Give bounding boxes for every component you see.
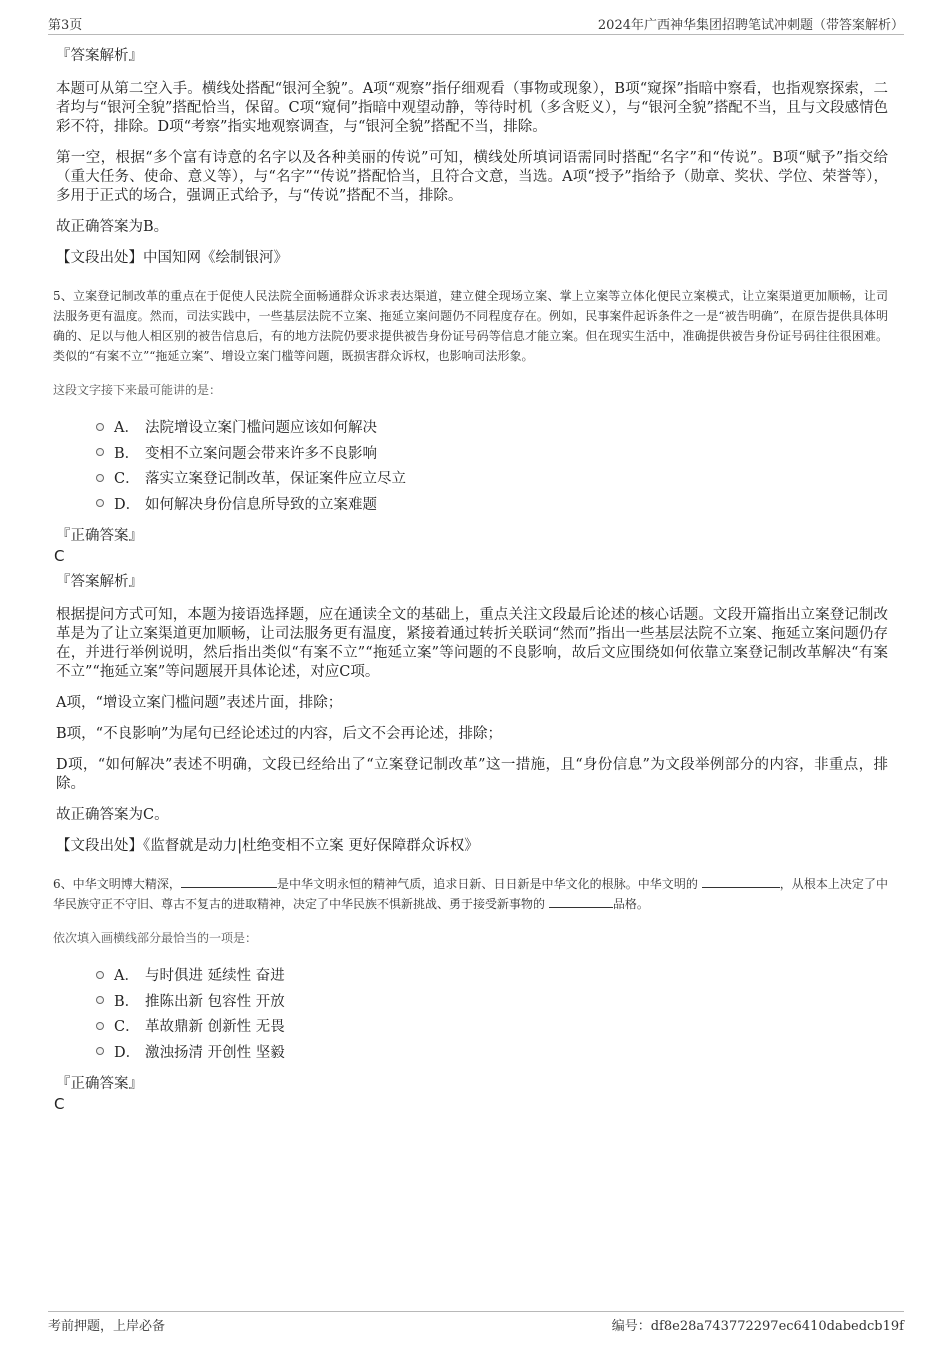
question-6-options — [96, 962, 888, 1064]
option-text: 激浊扬清 开创性 坚毅 — [145, 1044, 285, 1061]
footer-slogan: 考前押题，上岸必备 — [48, 1319, 166, 1334]
radio-icon[interactable] — [96, 1047, 104, 1055]
option-a[interactable] — [96, 962, 888, 988]
option-text: 法院增设立案门槛问题应该如何解决 — [145, 420, 377, 437]
radio-icon[interactable] — [96, 474, 104, 482]
question-6-prompt: 依次填入画横线部分最恰当的一项是： — [53, 931, 258, 945]
question-6-text: 6、中华文明博大精深， 是中华文明永恒的精神气质，追求日新、日日新是中华文化的根脉。中华文明的 ，从根本上决定了中华民族守正不守旧、尊古不复古的进取精神，决定了中华民族不惧新挑战、勇于接受新事物的 品格。 — [53, 877, 888, 911]
analysis-paragraph: A项，“增设立案门槛问题”表述片面，排除； — [56, 695, 343, 711]
option-text: 与时俱进 延续性 奋进 — [145, 968, 285, 985]
page-number: 第3页 — [48, 18, 83, 33]
option-text: 落实立案登记制改革，保证案件应立尽立 — [145, 471, 406, 488]
analysis-label: 『答案解析』 — [56, 48, 143, 64]
source-citation: 【文段出处】中国知网《绘制银河》 — [56, 250, 288, 266]
option-letter: B． — [114, 993, 140, 1010]
analysis-conclusion: 故正确答案为C。 — [56, 807, 169, 823]
option-text: 革故鼎新 创新性 无畏 — [145, 1019, 285, 1036]
correct-answer: C — [54, 547, 65, 565]
question-5-prompt: 这段文字接下来最可能讲的是： — [53, 383, 222, 397]
radio-icon[interactable] — [96, 499, 104, 507]
option-letter: C． — [114, 471, 140, 488]
radio-icon[interactable] — [96, 996, 104, 1004]
fill-blank-1[interactable] — [181, 875, 277, 888]
page-header — [48, 14, 904, 35]
correct-answer: C — [54, 1095, 65, 1113]
correct-answer-label: 『正确答案』 — [56, 528, 143, 544]
option-b[interactable] — [96, 440, 888, 466]
page-footer — [48, 1311, 904, 1334]
option-d[interactable] — [96, 1039, 888, 1065]
source-citation: 【文段出处】《监督就是动力|杜绝变相不立案 更好保障群众诉权》 — [56, 838, 479, 854]
radio-icon[interactable] — [96, 423, 104, 431]
document-id: 编号：df8e28a743772297ec6410dabedcb19f — [611, 1319, 904, 1334]
question-5-text: 5、立案登记制改革的重点在于促使人民法院全面畅通群众诉求表达渠道，建立健全现场立案、掌上立案等立体化便民立案模式，让立案渠道更加顺畅，让司法服务更有温度。然而，司法实践中，一些基层法院不立案、拖延立案问题仍不同程度存在。例如，民事案件起诉条件之一是“被告明确”，在原告提供具体明确的、足以与他人相区别的被告信息后，有的地方法院仍要求提供被告身份证号码等信息才能立案。但在现实生活中，准确提供被告身份证号码往往很困难。类似的“有案不立”“拖延立案”、增设立案门槛等问题，既损害群众诉权，也影响司法形象。 — [53, 289, 888, 363]
option-letter: A． — [114, 968, 139, 985]
radio-icon[interactable] — [96, 448, 104, 456]
option-letter: D． — [114, 1044, 141, 1061]
option-b[interactable] — [96, 988, 888, 1014]
analysis-conclusion: 故正确答案为B。 — [56, 219, 169, 235]
analysis-paragraph: 根据提问方式可知，本题为接语选择题，应在通读全文的基础上，重点关注文段最后论述的核心话题。文段开篇指出立案登记制改革是为了让立案渠道更加顺畅，让司法服务更有温度，紧接着通过转折关联词“然而”指出一些基层法院不立案、拖延立案问题仍存在，并进行举例说明，然后指出类似“有案不立”“拖延立案”等问题的不良影响，故后文应围绕如何依靠立案登记制改革解决“有案不立”“拖延立案”等问题展开具体论述，对应C项。 — [56, 607, 888, 680]
option-text: 推陈出新 包容性 开放 — [145, 993, 285, 1010]
option-text: 变相不立案问题会带来许多不良影响 — [145, 445, 377, 462]
question-5-options — [96, 414, 888, 516]
option-c[interactable] — [96, 1013, 888, 1039]
radio-icon[interactable] — [96, 971, 104, 979]
option-letter: D． — [114, 496, 141, 513]
page-content — [53, 46, 888, 1120]
analysis-paragraph: B项，“不良影响”为尾句已经论述过的内容，后文不会再论述，排除； — [56, 726, 502, 742]
radio-icon[interactable] — [96, 1022, 104, 1030]
option-c[interactable] — [96, 465, 888, 491]
option-d[interactable] — [96, 491, 888, 517]
analysis-paragraph: D项，“如何解决”表述不明确，文段已经给出了“立案登记制改革”这一措施，且“身份信息”为文段举例部分的内容，非重点，排除。 — [56, 757, 888, 792]
option-a[interactable] — [96, 414, 888, 440]
analysis-label: 『答案解析』 — [56, 574, 143, 590]
correct-answer-label: 『正确答案』 — [56, 1076, 143, 1092]
option-letter: C． — [114, 1019, 140, 1036]
analysis-paragraph: 第一空，根据“多个富有诗意的名字以及各种美丽的传说”可知，横线处所填词语需同时搭配“名字”和“传说”。B项“赋予”指交给（重大任务、使命、意义等），与“名字”“传说”搭配恰当，且符合文意，当选。A项“授予”指给予（勋章、奖状、学位、荣誉等），多用于正式的场合，强调正式给予，与“传说”搭配不当，排除。 — [56, 150, 888, 204]
document-title: 2024年广西神华集团招聘笔试冲刺题（带答案解析） — [597, 18, 904, 33]
fill-blank-3[interactable] — [549, 895, 613, 908]
option-letter: A． — [114, 420, 139, 437]
fill-blank-2[interactable] — [702, 875, 780, 888]
option-text: 如何解决身份信息所导致的立案难题 — [145, 496, 377, 513]
analysis-paragraph: 本题可从第二空入手。横线处搭配“银河全貌”。A项“观察”指仔细观看（事物或现象），B项“窥探”指暗中察看，也指观察探索，二者均与“银河全貌”搭配恰当，保留。C项“窥伺”指暗中观望动静，等待时机（多含贬义），与“银河全貌”搭配不当，且与文段感情色彩不符，排除。D项“考察”指实地观察调查，与“银河全貌”搭配不当，排除。 — [56, 81, 888, 135]
option-letter: B． — [114, 445, 140, 462]
